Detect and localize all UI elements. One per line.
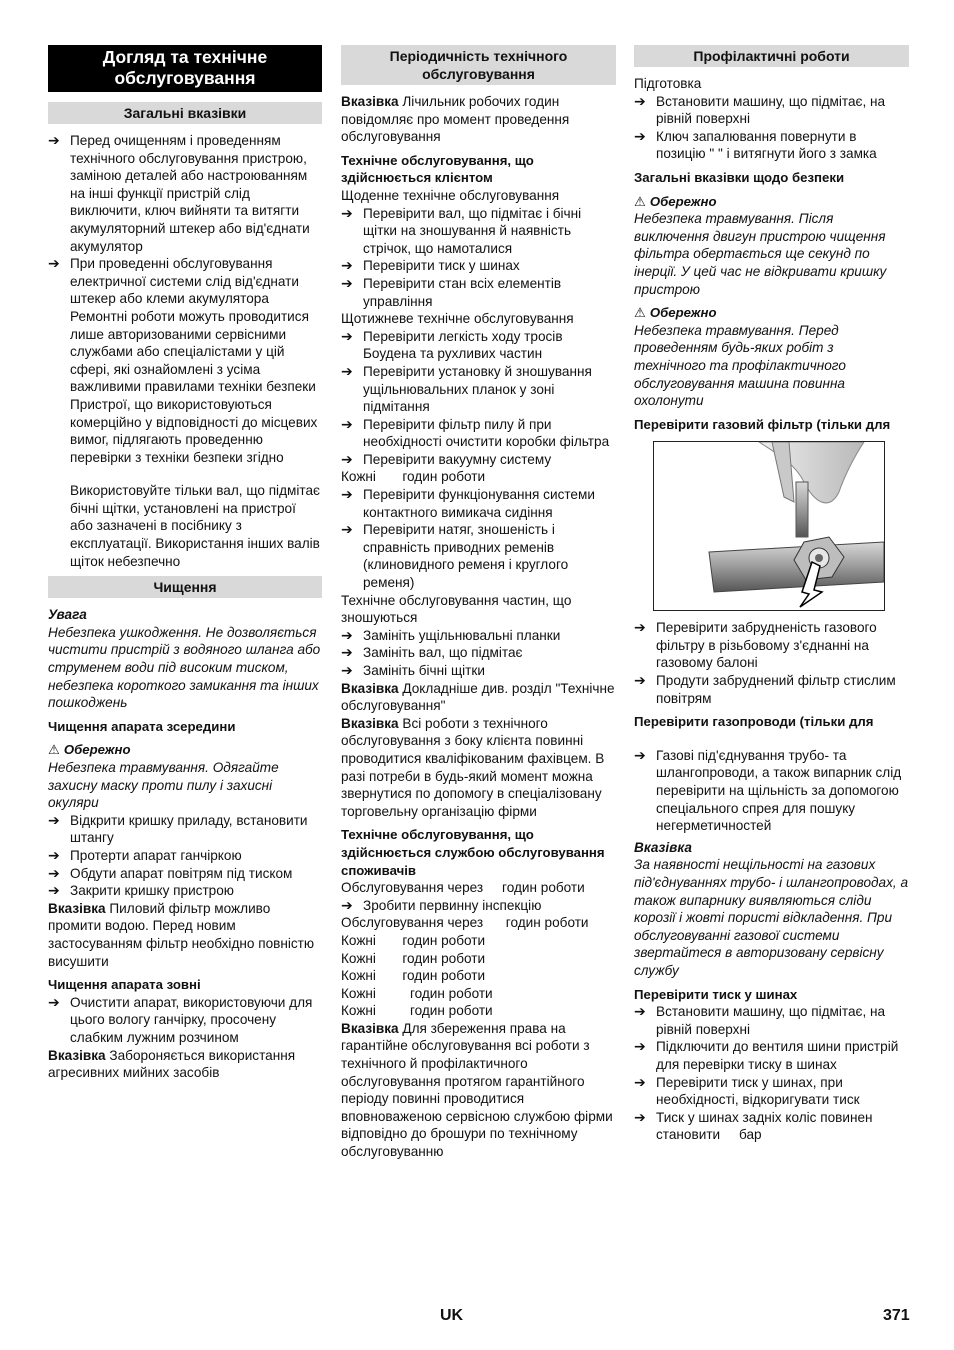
caution-text: Небезпека травмування. Одягайте захисну маску проти пилу і захисні окуляри <box>48 760 279 811</box>
list-item: ➔ Перевірити фільтр пилу й при необхідності очистити коробки фільтра <box>341 415 610 450</box>
preventive-heading: Профілактичні роботи <box>634 45 909 67</box>
language-code: UK <box>440 1307 464 1324</box>
subheading-safety: Загальні вказівки щодо безпеки <box>634 169 845 185</box>
caution-label: ⚠ Обережно <box>634 193 717 209</box>
paragraph: Обслуговування через годин роботи <box>341 880 585 896</box>
subheading-inside: Чищення апарата зсередини <box>48 718 236 734</box>
list-item: ➔ Перевірити легкість ходу тросів Боудена та рухливих частин <box>341 327 563 362</box>
attention-text: Небезпека ушкодження. Не дозволяється чистити пристрій з водяного шланга або струменем води під високим тиском, небезпека короткого замикання та інших пошкоджень <box>48 624 321 711</box>
list-item: ➔ Очистити апарат, використовуючи для цього вологу ганчірку, просочену слабким лужним розчином <box>48 993 313 1045</box>
arrow-right-icon: ➔ <box>48 811 60 828</box>
section-title: Догляд та технічне обслуговування <box>48 45 322 92</box>
note: Вказівка Всі роботи з технічного обслуговування з боку клієнта повинні проводитися кваліфікованим фахівцем. В разі потреби в будь-який момент можна звернутися по допомогу в спеціалізовану торговельну організацію фірми <box>341 715 605 819</box>
list-item: ➔ Газові під'єднування трубо- та шлангопроводи, а також випарник слід перевірити на щільність за допомогою спеціального спрея для пошуку негерметичностей <box>634 746 902 834</box>
arrow-right-icon: ➔ <box>634 1108 646 1125</box>
arrow-right-icon: ➔ <box>341 415 353 432</box>
arrow-right-icon: ➔ <box>341 521 353 538</box>
arrow-right-icon: ➔ <box>341 486 353 503</box>
general-heading: Загальні вказівки <box>48 102 322 124</box>
list-item: ➔ Замініть вал, що підмітає <box>341 644 523 661</box>
list-item: ➔ Замініть ущільнювальні планки <box>341 626 561 643</box>
gas-filter-photo <box>653 441 885 611</box>
caution-text: Небезпека травмування. Перед проведенням будь-яких робіт з технічного та профілактичного обслуговування машина повинна охолонути <box>634 322 846 409</box>
arrow-right-icon: ➔ <box>341 662 353 678</box>
gas-filter-illustration <box>654 442 884 610</box>
list-item: ➔ Тиск у шинах задніх коліс повинен становити бар <box>634 1108 877 1143</box>
list-item: ➔ Перевірити забрудненість газового фільтру в різьбовому з'єднанні на газовому балоні <box>634 619 877 671</box>
arrow-right-icon: ➔ <box>634 1073 646 1090</box>
note: Вказівка Для збереження права на гарантійне обслуговування всі роботи з технічного й профілактичного обслуговування протягом гарантійного періоду повинні проводитися вповноваженою сервісною службою фірми відповідно до брошури по технічному обслуговуванню <box>341 1020 613 1160</box>
list-item: ➔ Продути забруднений фільтр стислим повітрям <box>634 672 896 706</box>
list-item: ➔ Перевірити тиск у шинах, при необхідності, відкоригувати тиск <box>634 1073 860 1108</box>
arrow-right-icon: ➔ <box>48 132 60 148</box>
paragraph: Щоденне технічне обслуговування <box>341 187 560 203</box>
list-item: ➔ Перевірити установку й зношування ущільнювальних планок у зоні підмітання <box>341 362 592 415</box>
note: Вказівка Пиловий фільтр можливо промити водою. Перед новим застосуванням фільтр необхідно повністю висушити <box>48 900 315 969</box>
arrow-right-icon: ➔ <box>341 362 353 379</box>
arrow-right-icon: ➔ <box>341 644 353 661</box>
list-item: ➔ Встановити машину, що підмітає, на рівній поверхні <box>634 92 886 127</box>
list-item: ➔ Відкрити кришку приладу, встановити штангу <box>48 811 308 846</box>
arrow-right-icon: ➔ <box>341 626 353 643</box>
paragraph: Щотижневе технічне обслуговування <box>341 311 574 327</box>
paragraph: Підготовка <box>634 76 702 91</box>
list-item: ➔ При проведенні обслуговування електричної системи слід від'єднати штекер або клеми акумулятора <box>48 255 300 307</box>
paragraph: Обслуговування через годин роботи <box>341 915 589 931</box>
paragraph: Кожні годин роботи <box>341 469 486 485</box>
arrow-right-icon: ➔ <box>48 846 60 863</box>
arrow-right-icon: ➔ <box>48 882 60 899</box>
column-left <box>48 45 322 1082</box>
arrow-right-icon: ➔ <box>634 92 646 109</box>
note: Вказівка Забороняється використання агресивних мийних засобів <box>48 1047 296 1081</box>
arrow-right-icon: ➔ <box>341 896 353 913</box>
list-item: ➔ Зробити первинну інспекцію <box>341 896 542 913</box>
list-item: ➔ Замініть бічні щітки <box>341 662 485 678</box>
arrow-right-icon: ➔ <box>634 672 646 689</box>
paragraph: Ремонтні роботи можуть проводитися лише авторизованими сервісними службами або спеціалістами у цій сфері, які ознайомлені з усіма важливими правилами техніки безпеки <box>70 308 316 395</box>
warning-triangle-icon: ⚠ <box>48 742 60 758</box>
paragraph: Кожні годин роботи <box>341 985 493 1001</box>
paragraph: Кожні годин роботи <box>341 932 486 948</box>
arrow-right-icon: ➔ <box>634 1038 646 1055</box>
subheading-tires: Перевірити тиск у шинах <box>634 986 798 1002</box>
list-item: ➔ Перевірити стан всіх елементів управління <box>341 274 562 309</box>
list-item: ➔ Перевірити натяг, зношеність і справність приводних ременів (клиновидного ременя і круглого ременя) <box>341 521 569 591</box>
paragraph: Пристрої, що використовуються комерційно у відповідності до місцевих вимог, підлягають проведенню перевірки з техніки безпеки згідно <box>70 396 318 465</box>
caution-label: ⚠ Обережно <box>634 305 717 321</box>
attention-label: Увага <box>48 607 87 623</box>
paragraph: Кожні годин роботи <box>341 968 486 984</box>
subheading-outside: Чищення апарата зовні <box>48 977 201 993</box>
list-item: ➔ Підключити до вентиля шини пристрій для перевірки тиску в шинах <box>634 1038 899 1072</box>
list-item: ➔ Перевірити тиск у шинах <box>341 257 520 274</box>
arrow-right-icon: ➔ <box>634 619 646 636</box>
subheading-gas-lines: Перевірити газопроводи (тільки для <box>634 714 874 730</box>
list-item: ➔ Встановити машину, що підмітає, на рівній поверхні <box>634 1003 886 1037</box>
column-middle <box>341 45 616 1161</box>
list-item: ➔ Перед очищенням і проведенням технічного обслуговування пристрою, заміною деталей або настроюванням на інші функції пристрій слід виключити, ключ вийняти та витягти акумуляторний штекер або від'єднати акумулятор <box>48 132 310 254</box>
list-item: ➔ Обдути апарат повітрям під тиском <box>48 864 293 881</box>
arrow-right-icon: ➔ <box>341 257 353 274</box>
list-item: ➔ Протерти апарат ганчіркою <box>48 846 242 863</box>
arrow-right-icon: ➔ <box>341 274 353 291</box>
list-item: ➔ Перевірити функціонування системи контактного вимикача сидіння <box>341 486 595 520</box>
caution-text: Небезпека травмування. Після виключення двигун пристрою чищення фільтра обертається ще секунд по інерції. У цей час не відкривати кришку пристрою <box>634 211 887 297</box>
list-item: ➔ Перевірити вакуумну систему <box>341 450 552 467</box>
column-right <box>634 45 909 1144</box>
list-item: ➔ Перевірити вал, що підмітає і бічні щітки на зношування й наявність стрічок, що намоталися <box>341 204 582 256</box>
cleaning-heading: Чищення <box>48 576 322 598</box>
arrow-right-icon: ➔ <box>634 127 646 144</box>
arrow-right-icon: ➔ <box>341 204 353 221</box>
paragraph: Використовуйте тільки вал, що підмітає бічні щітки, установлені на пристрої або зазначені в посібнику з експлуатації. Використання інших валів щіток небезпечно <box>70 483 320 569</box>
paragraph: Технічне обслуговування частин, що зношуються <box>341 592 572 626</box>
note: Вказівка Докладніше див. розділ "Технічне обслуговування" <box>341 680 615 714</box>
arrow-right-icon: ➔ <box>341 327 353 344</box>
maintenance-interval-heading: Періодичність технічного обслуговування <box>341 45 616 85</box>
note-text: За наявності нещільності на газових під'єднуваннях трубо- і шлангопроводах, а також випарнику виявляються сліди корозії і жовті пористі відкладення. При обслуговуванні газової системи звертайтеся в авторизовану сервісну службу <box>634 857 909 978</box>
arrow-right-icon: ➔ <box>48 255 60 272</box>
arrow-right-icon: ➔ <box>634 1003 646 1020</box>
page-number: 371 <box>883 1307 910 1324</box>
warning-triangle-icon: ⚠ <box>634 193 646 209</box>
subheading-service: Технічне обслуговування, що здійснюється службою обслуговування споживачів <box>341 827 605 878</box>
list-item: ➔ Закрити кришку пристрою <box>48 882 235 899</box>
arrow-right-icon: ➔ <box>634 746 646 763</box>
subheading-client: Технічне обслуговування, що здійснюється клієнтом <box>341 152 534 186</box>
arrow-right-icon: ➔ <box>341 450 353 467</box>
warning-triangle-icon: ⚠ <box>634 305 646 321</box>
caution-label: ⚠ Обережно <box>48 742 131 758</box>
arrow-right-icon: ➔ <box>48 993 60 1010</box>
note: Вказівка Лічильник робочих годин повідомляє про момент проведення обслуговування <box>341 94 570 145</box>
arrow-right-icon: ➔ <box>48 864 60 881</box>
paragraph: Кожні годин роботи <box>341 1003 493 1019</box>
note-label: Вказівка <box>634 839 692 855</box>
list-item: ➔ Ключ запалювання повернути в позицію " " і витягнути його з замка <box>634 127 877 162</box>
subheading-gas-filter: Перевірити газовий фільтр (тільки для <box>634 416 891 432</box>
paragraph: Кожні годин роботи <box>341 950 486 966</box>
